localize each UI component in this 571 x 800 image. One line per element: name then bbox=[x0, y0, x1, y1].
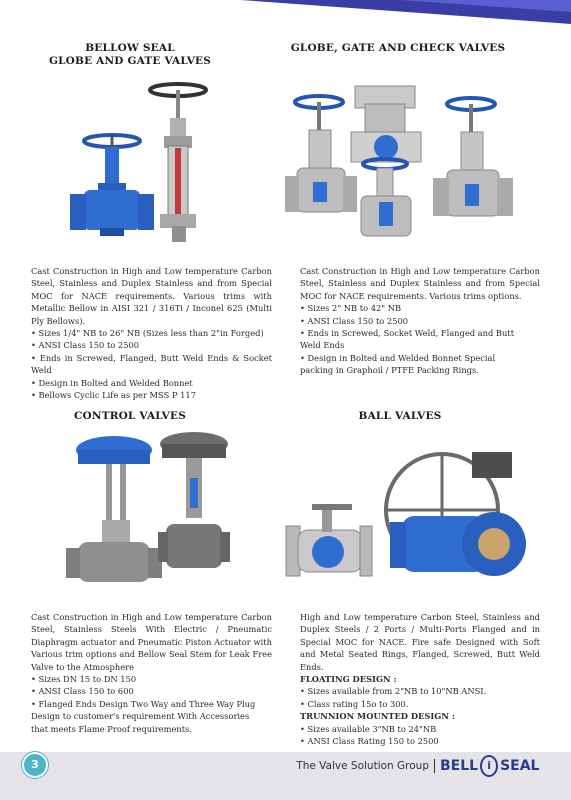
control-valves-image bbox=[62, 428, 242, 604]
bullet-item: • ANSI Class Rating 150 to 2500 bbox=[300, 736, 439, 747]
check-valve-cutaway-illustration bbox=[351, 86, 421, 162]
floating-ball-valve-cutaway-illustration bbox=[286, 504, 372, 576]
section-body-control-valves bbox=[31, 611, 272, 735]
footer-divider bbox=[434, 759, 435, 773]
bullet-item: • Ends in Screwed, Socket Weld, Flanged and Butt Weld Ends bbox=[300, 328, 515, 351]
page-number-badge: 3 bbox=[24, 754, 46, 776]
globe-valve-right-illustration bbox=[433, 98, 513, 216]
bullet-item: • Design in Bolted and Welded Bonnet Special packing in Graphoil / PTFE Packing Rings. bbox=[300, 352, 496, 376]
section-body-bellow-seal bbox=[31, 265, 272, 401]
bullet-item: • ANSI Class 150 to 2500 bbox=[300, 315, 409, 326]
ball-valves-description: High and Low temperature Carbon Steel, Stainless and Duplex Steels / 2 Ports / Multi-Ports Flanged and in Special MOC for NACE. Fire safe Designed with Soft and Metal Seated Rings, Flanged, Screwed, Butt Weld Ends. bbox=[300, 612, 540, 672]
footer-tagline: The Valve Solution Group bbox=[296, 760, 429, 772]
gate-valve-cutaway-illustration bbox=[361, 159, 411, 236]
bellow-seal-cutaway-illustration bbox=[150, 84, 206, 242]
globe-gate-check-description: Cast Construction in High and Low temperature Carbon Steel, Stainless and Duplex Stainless and from Special MOC for NACE requirements. Various trims options. bbox=[300, 266, 540, 301]
bellow-seal-description: Cast Construction in High and Low temperature Carbon Steel, Stainless and Duplex Stainless and from Special MOC for NACE requirements. Various trims with Metallic Bellow in AISI 321 / 316Ti / Inconel 625 (Multi Ply Bellows). bbox=[31, 266, 272, 326]
floating-design-heading: FLOATING DESIGN : bbox=[300, 674, 397, 685]
section-title-control-valves: CONTROL VALVES bbox=[74, 410, 186, 422]
bullet-item: • Bellows Cyclic Life as per MSS P 117 bbox=[31, 390, 196, 401]
bullet-item: • ANSI Class 150 to 600 bbox=[31, 686, 134, 697]
blue-control-valve-illustration bbox=[66, 436, 162, 582]
header-corner-accent bbox=[401, 0, 571, 12]
bullet-item: • Sizes available from 2"NB to 10"NB ANSI. bbox=[300, 686, 487, 697]
section-title-bellow-seal: BELLOW SEAL GLOBE AND GATE VALVES bbox=[48, 42, 212, 67]
bullet-item: • Flanged Ends Design Two Way and Three Way Plug Design to customer's requirement With Accessories that meets Flame Proof requirements. bbox=[31, 698, 256, 734]
bullet-item: • Design in Bolted and Welded Bonnet bbox=[31, 377, 193, 388]
trunnion-ball-valve-illustration bbox=[386, 452, 526, 576]
section-body-globe-gate-check bbox=[300, 265, 540, 377]
bullet-item: • Ends in Screwed, Flanged, Butt Weld Ends & Socket Weld bbox=[31, 352, 272, 376]
bullet-item: • Sizes DN 15 to DN 150 bbox=[31, 674, 137, 685]
section-title-globe-gate-check: GLOBE, GATE AND CHECK VALVES bbox=[290, 42, 506, 54]
globe-gate-check-valves-image bbox=[283, 72, 523, 252]
bellow-seal-valves-image bbox=[60, 78, 230, 248]
bullet-item: • Sizes 2" NB to 42" NB bbox=[300, 303, 402, 314]
control-valves-description: Cast Construction in High and Low temperature Carbon Steel, Stainless Steels With Electric / Pneumatic Diaphragm actuator and Pneumatic Piston Actuator with Various trim options and Bellow Seal Stem for Leak Free Valve to the Atmosphere bbox=[31, 612, 272, 672]
grey-control-valve-illustration bbox=[158, 432, 230, 568]
section-title-ball-valves: BALL VALVES bbox=[358, 410, 442, 422]
bullet-item: • Sizes 1/4" NB to 26" NB (Sizes less than 2"in Forged) bbox=[31, 328, 264, 339]
bullet-item: • Sizes available 3"NB to 24"NB bbox=[300, 723, 437, 734]
section-body-ball-valves bbox=[300, 611, 540, 747]
globe-valve-left-illustration bbox=[285, 96, 357, 212]
logo-text-seal: SEAL bbox=[500, 758, 540, 774]
ball-valves-image bbox=[282, 430, 532, 600]
blue-gate-valve-illustration bbox=[70, 135, 154, 236]
logo-text-bell: BELL bbox=[440, 758, 479, 774]
trunnion-design-heading: TRUNNION MOUNTED DESIGN : bbox=[300, 711, 455, 722]
bullet-item: • Class rating 15o to 300. bbox=[300, 698, 409, 709]
logo-i-emblem: i bbox=[480, 755, 498, 777]
bullet-item: • ANSI Class 150 to 2500 bbox=[31, 340, 140, 351]
bellseal-logo bbox=[440, 755, 539, 777]
